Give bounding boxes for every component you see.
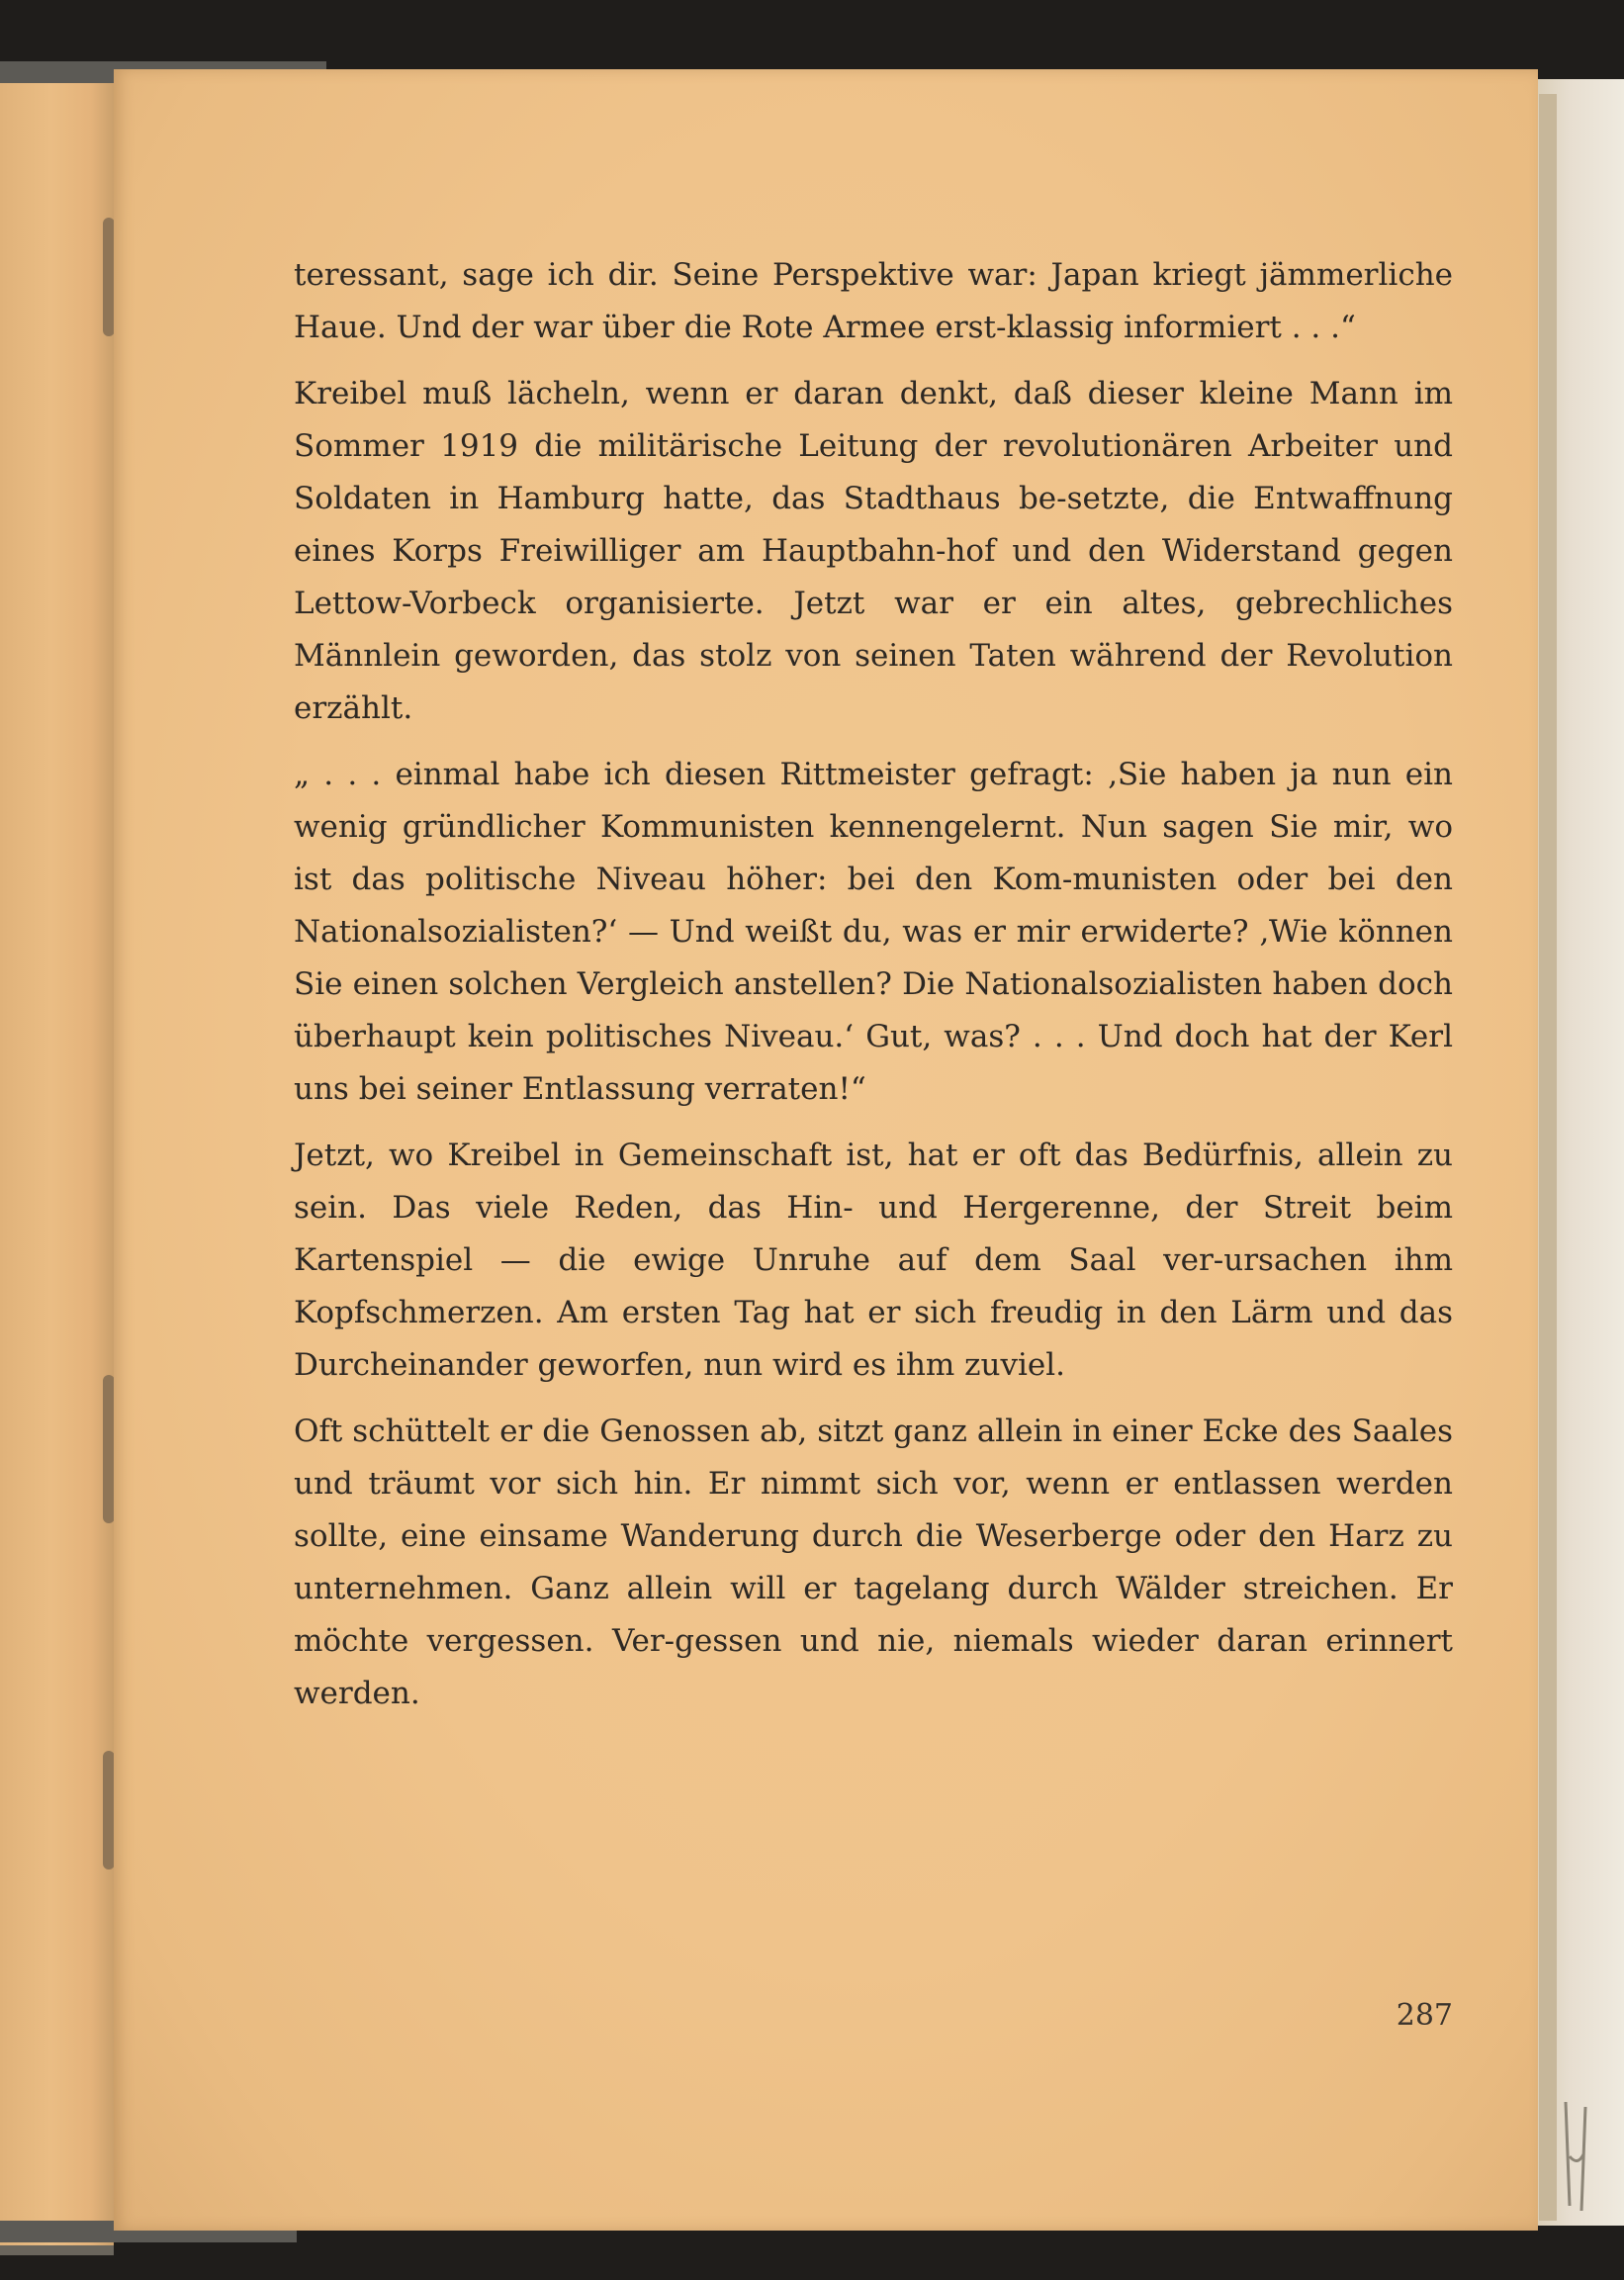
paragraph-2: Kreibel muß lächeln, wenn er daran denkt, daß dieser kleine Mann im Sommer 1919 die militärische Leitung der revolutionären Arbeiter und Soldaten in Hamburg hatte, das Stadthaus be-setzte, die Entwaffnung eines Korps Freiwilliger am Hauptbahn-hof und den Widerstand gegen Lettow-Vorbeck organisierte. Jetzt war er ein altes, gebrechliches Männlein geworden, das stolz von seinen Taten während der Revolution erzählt. [294, 376, 1453, 726]
paragraph-1: teressant, sage ich dir. Seine Perspektive war: Japan kriegt jämmerliche Haue. Und der war über die Rote Armee erst-klassig informiert . . .“ [294, 257, 1453, 345]
paragraph-4: Jetzt, wo Kreibel in Gemeinschaft ist, hat er oft das Bedürfnis, allein zu sein. Das viele Reden, das Hin- und Hergerenne, der Streit beim Kartenspiel — die ewige Unruhe auf dem Saal ver-ursachen ihm Kopfschmerzen. Am ersten Tag hat er sich freudig in den Lärm und das Durcheinander geworfen, nun wird es ihm zuviel. [294, 1138, 1453, 1383]
page-body-text [294, 249, 1453, 1734]
page-edge-shadow [1539, 94, 1557, 2221]
book-page [114, 69, 1538, 2231]
paragraph-3: „ . . . einmal habe ich diesen Rittmeister gefragt: ‚Sie haben ja nun ein wenig gründlicher Kommunisten kennengelernt. Nun sagen Sie mir, wo ist das politische Niveau höher: bei den Kom-munisten oder bei den Nationalsozialisten?‘ — Und weißt du, was er mir erwiderte? ‚Wie können Sie einen solchen Vergleich anstellen? Die Nationalsozialisten haben doch überhaupt kein politisches Niveau.‘ Gut, was? . . . Und doch hat der Kerl uns bei seiner Entlassung verraten!“ [294, 757, 1453, 1107]
paragraph-5: Oft schüttelt er die Genossen ab, sitzt ganz allein in einer Ecke des Saales und träumt vor sich hin. Er nimmt sich vor, wenn er entlassen werden sollte, eine einsame Wanderung durch die Weserberge oder den Harz zu unternehmen. Ganz allein will er tagelang durch Wälder streichen. Er möchte vergessen. Ver-gessen und nie, niemals wieder daran erinnert werden. [294, 1414, 1453, 1711]
page-number: 287 [1396, 1998, 1453, 2033]
book-spine [0, 61, 114, 2255]
pencil-mark-icon [1548, 2097, 1607, 2216]
